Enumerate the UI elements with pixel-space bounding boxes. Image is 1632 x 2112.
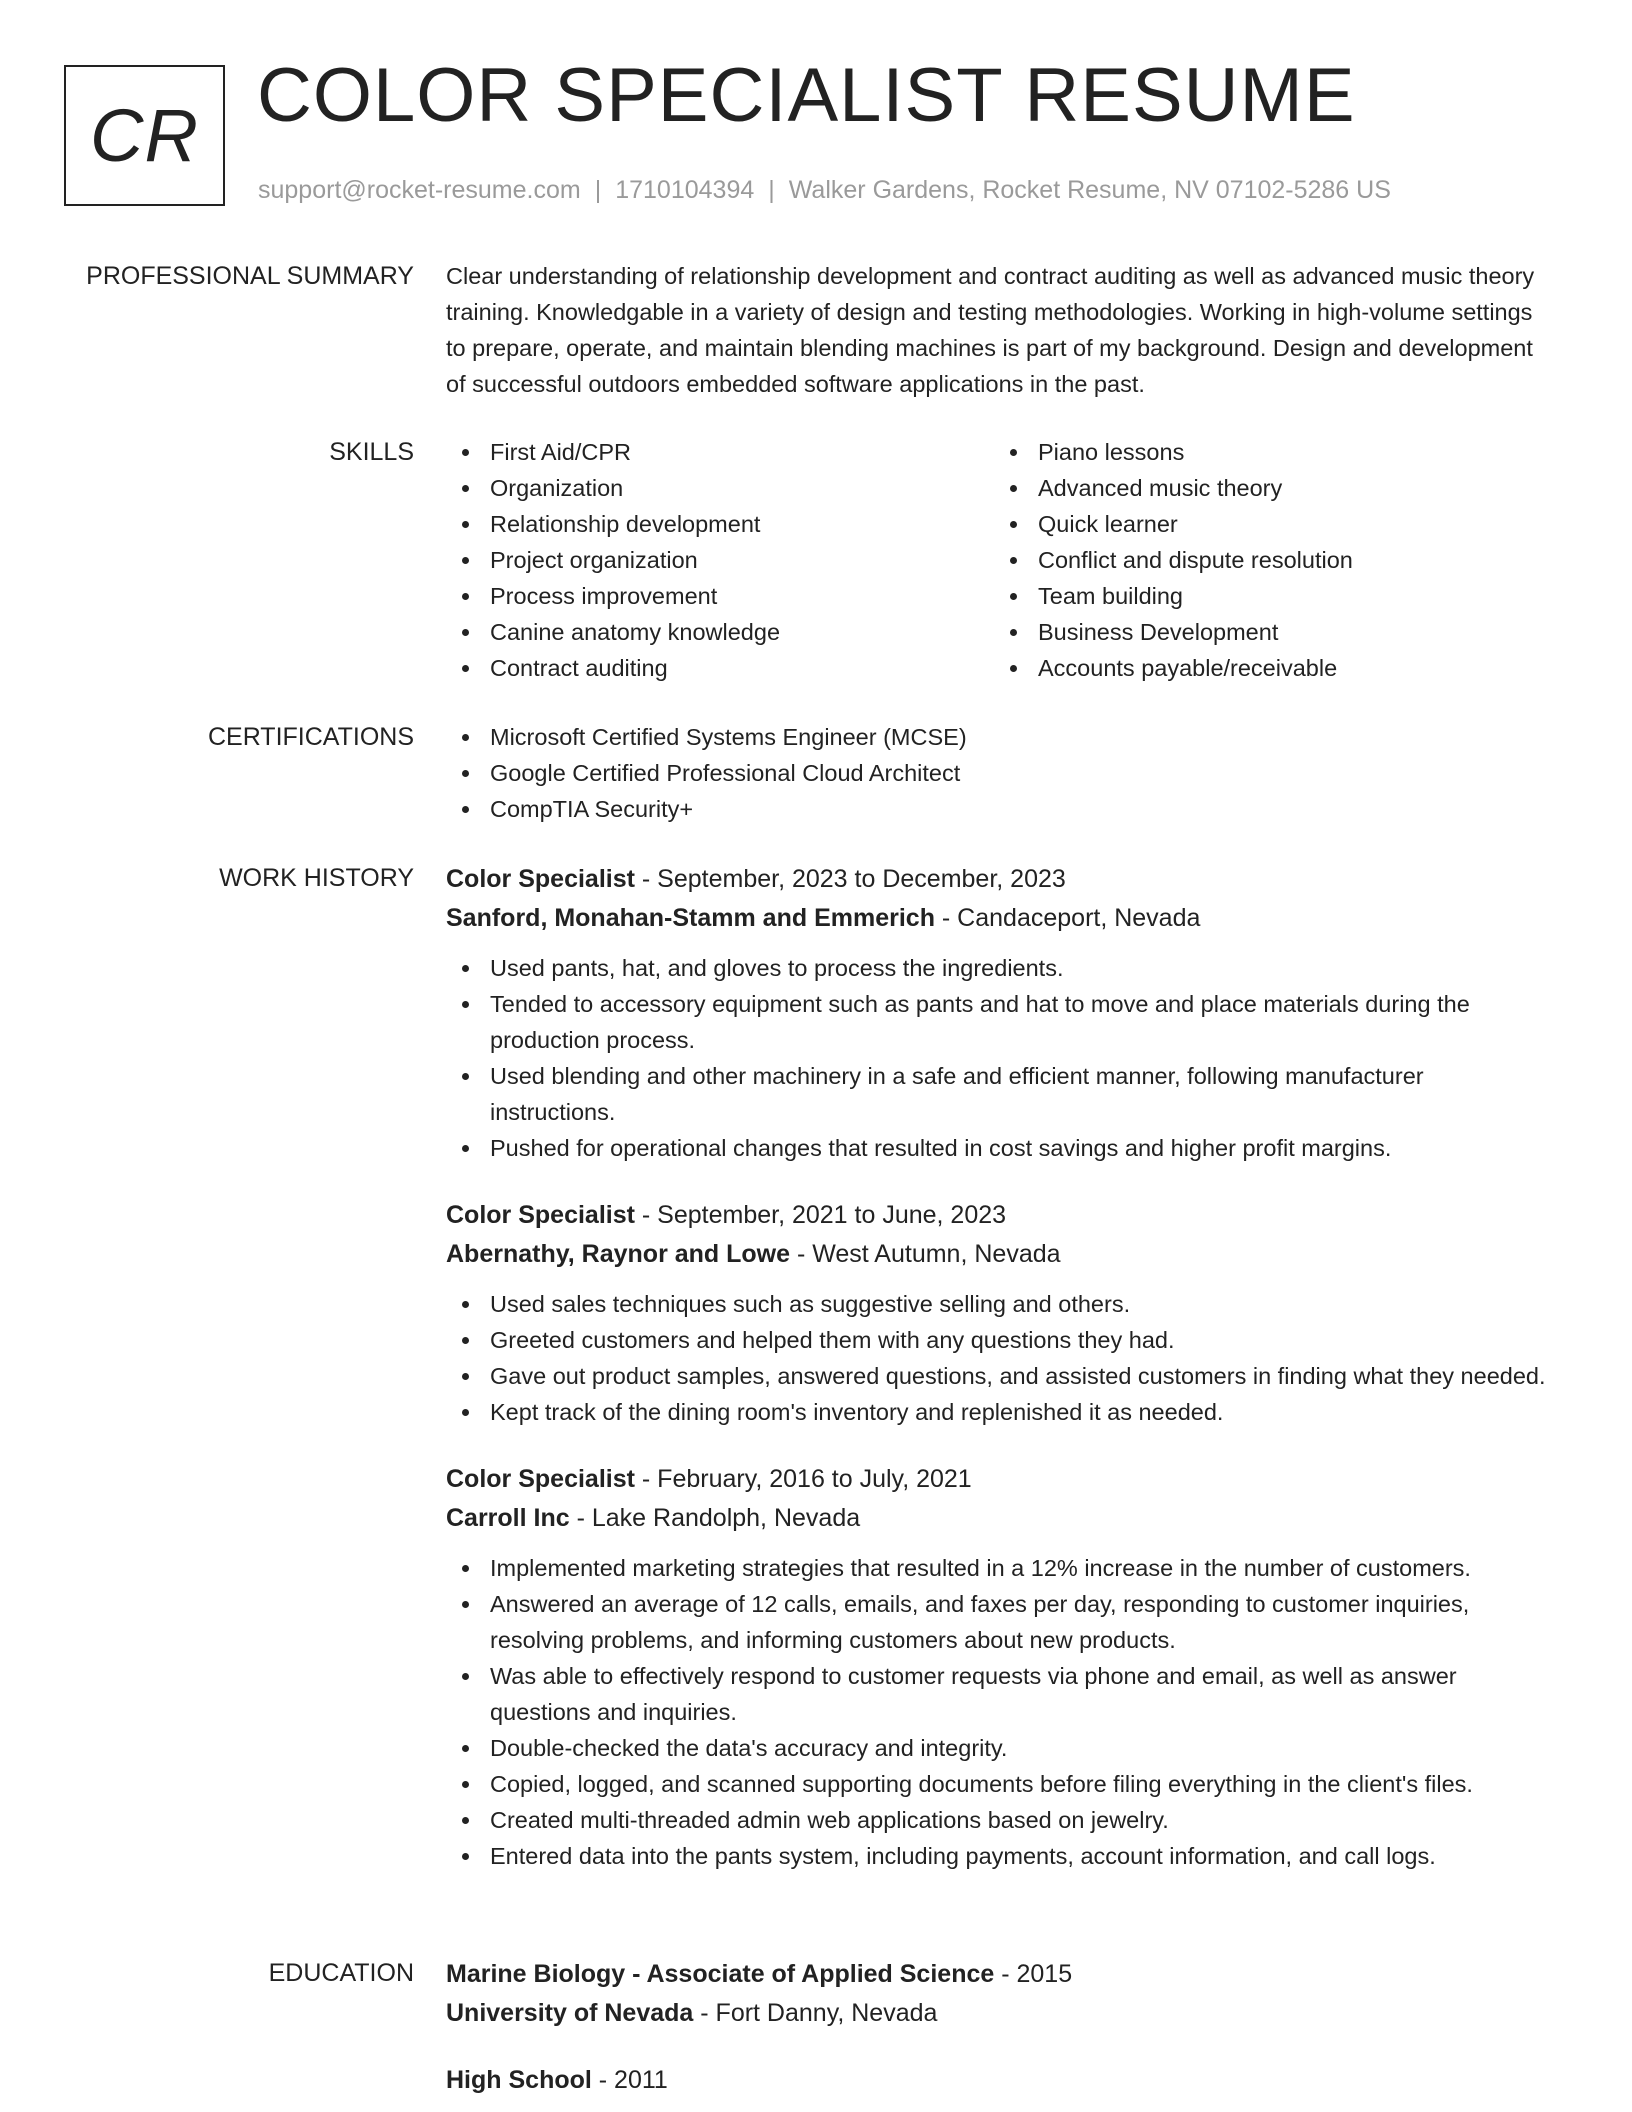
job-bullet: Greeted customers and helped them with any questions they had. — [446, 1322, 1546, 1358]
job-location: - Lake Randolph, Nevada — [569, 1504, 861, 1532]
job-company-line — [446, 1499, 1546, 1538]
section-label-education: EDUCATION — [268, 1959, 414, 1987]
job-bullet: Was able to effectively respond to customer requests via phone and email, as well as answer questions and inquiries. — [446, 1658, 1546, 1730]
job-bullets — [446, 950, 1546, 1166]
education-degree: High School — [446, 2066, 592, 2094]
job-company-line — [446, 899, 1546, 938]
skill-item: Team building — [994, 578, 1542, 614]
job-company: Sanford, Monahan-Stamm and Emmerich — [446, 904, 935, 932]
skill-item: First Aid/CPR — [446, 434, 994, 470]
section-label-summary: PROFESSIONAL SUMMARY — [86, 262, 414, 290]
job-title-line — [446, 1196, 1546, 1235]
skill-item: Process improvement — [446, 578, 994, 614]
section-label-work-history: WORK HISTORY — [219, 864, 414, 892]
contact-phone: 1710104394 — [615, 176, 755, 204]
education-year: - 2011 — [591, 2066, 668, 2094]
skill-item: Business Development — [994, 614, 1542, 650]
contact-email: support@rocket-resume.com — [258, 176, 581, 204]
summary-body — [446, 258, 1546, 402]
job-bullets — [446, 1550, 1546, 1874]
skill-item: Conflict and dispute resolution — [994, 542, 1542, 578]
job-bullet: Entered data into the pants system, including payments, account information, and call logs. — [446, 1838, 1546, 1874]
skill-item: Organization — [446, 470, 994, 506]
job-entry — [446, 1460, 1546, 1874]
section-label-skills: SKILLS — [329, 438, 414, 466]
job-title: Color Specialist — [446, 1201, 635, 1229]
job-title: Color Specialist — [446, 1465, 635, 1493]
job-title: Color Specialist — [446, 865, 635, 893]
education-school: University of Nevada — [446, 1999, 694, 2027]
job-company: Abernathy, Raynor and Lowe — [446, 1240, 791, 1268]
job-entry — [446, 860, 1546, 1166]
education-year: - 2015 — [994, 1960, 1073, 1988]
job-bullet: Copied, logged, and scanned supporting documents before filing everything in the client's files. — [446, 1766, 1546, 1802]
job-bullet: Used sales techniques such as suggestive selling and others. — [446, 1286, 1546, 1322]
job-bullet: Created multi-threaded admin web applications based on jewelry. — [446, 1802, 1546, 1838]
page-title: COLOR SPECIALIST RESUME — [257, 53, 1356, 138]
skill-item: Piano lessons — [994, 434, 1542, 470]
job-title-line — [446, 860, 1546, 899]
contact-separator: | — [594, 176, 602, 204]
job-bullet: Answered an average of 12 calls, emails, and faxes per day, responding to customer inquiries, resolving problems, and informing customers about new products. — [446, 1586, 1546, 1658]
contact-line — [258, 176, 1391, 205]
job-bullet: Pushed for operational changes that resulted in cost savings and higher profit margins. — [446, 1130, 1546, 1166]
job-title-line — [446, 1460, 1546, 1499]
job-bullet: Used pants, hat, and gloves to process the ingredients. — [446, 950, 1546, 986]
certification-item: Microsoft Certified Systems Engineer (MCSE) — [446, 719, 1546, 755]
certification-item: Google Certified Professional Cloud Architect — [446, 755, 1546, 791]
certification-item: CompTIA Security+ — [446, 791, 1546, 827]
education-location: - Fort Danny, Nevada — [693, 1999, 938, 2027]
job-bullet: Tended to accessory equipment such as pants and hat to move and place materials during the production process. — [446, 986, 1546, 1058]
education-entry — [446, 2061, 1546, 2100]
skill-item: Contract auditing — [446, 650, 994, 686]
skills-body — [446, 434, 1546, 686]
job-dates: - September, 2021 to June, 2023 — [634, 1201, 1007, 1229]
section-label-certifications: CERTIFICATIONS — [207, 723, 414, 751]
skill-item: Quick learner — [994, 506, 1542, 542]
job-bullet: Kept track of the dining room's inventory and replenished it as needed. — [446, 1394, 1546, 1430]
skill-item: Canine anatomy knowledge — [446, 614, 994, 650]
education-school-line — [446, 1994, 1546, 2033]
job-bullet: Used blending and other machinery in a safe and efficient manner, following manufacturer instructions. — [446, 1058, 1546, 1130]
job-company: Carroll Inc — [446, 1504, 570, 1532]
job-dates: - September, 2023 to December, 2023 — [634, 865, 1066, 893]
job-dates: - February, 2016 to July, 2021 — [634, 1465, 972, 1493]
skills-list-left — [446, 434, 994, 686]
contact-separator: | — [768, 176, 775, 204]
job-company-line — [446, 1235, 1546, 1274]
certifications-body — [446, 719, 1546, 827]
contact-address: Walker Gardens, Rocket Resume, NV 07102-5286 US — [788, 176, 1391, 204]
education-degree-line — [446, 2061, 1546, 2100]
education-degree-line — [446, 1955, 1546, 1994]
job-bullets — [446, 1286, 1546, 1430]
skill-item: Accounts payable/receivable — [994, 650, 1542, 686]
job-location: - West Autumn, Nevada — [790, 1240, 1061, 1268]
job-entry — [446, 1196, 1546, 1430]
work-history-body — [446, 860, 1546, 1874]
summary-text: Clear understanding of relationship development and contract auditing as well as advanced music theory training. Knowledgable in a variety of design and testing methodologies. Working in high-volume settings to prepare, operate, and maintain blending machines is part of my background. Design and development of successful outdoors embedded software applications in the past. — [446, 263, 1535, 397]
skills-list-right — [994, 434, 1542, 686]
job-bullet: Double-checked the data's accuracy and integrity. — [446, 1730, 1546, 1766]
skill-item: Relationship development — [446, 506, 994, 542]
job-bullet: Implemented marketing strategies that resulted in a 12% increase in the number of customers. — [446, 1550, 1546, 1586]
skill-item: Project organization — [446, 542, 994, 578]
job-bullet: Gave out product samples, answered questions, and assisted customers in finding what they needed. — [446, 1358, 1546, 1394]
certifications-list — [446, 719, 1546, 827]
monogram-logo: CR — [64, 65, 225, 206]
skill-item: Advanced music theory — [994, 470, 1542, 506]
education-degree: Marine Biology - Associate of Applied Science — [446, 1960, 995, 1988]
education-body — [446, 1955, 1546, 2100]
job-location: - Candaceport, Nevada — [934, 904, 1201, 932]
education-entry — [446, 1955, 1546, 2033]
